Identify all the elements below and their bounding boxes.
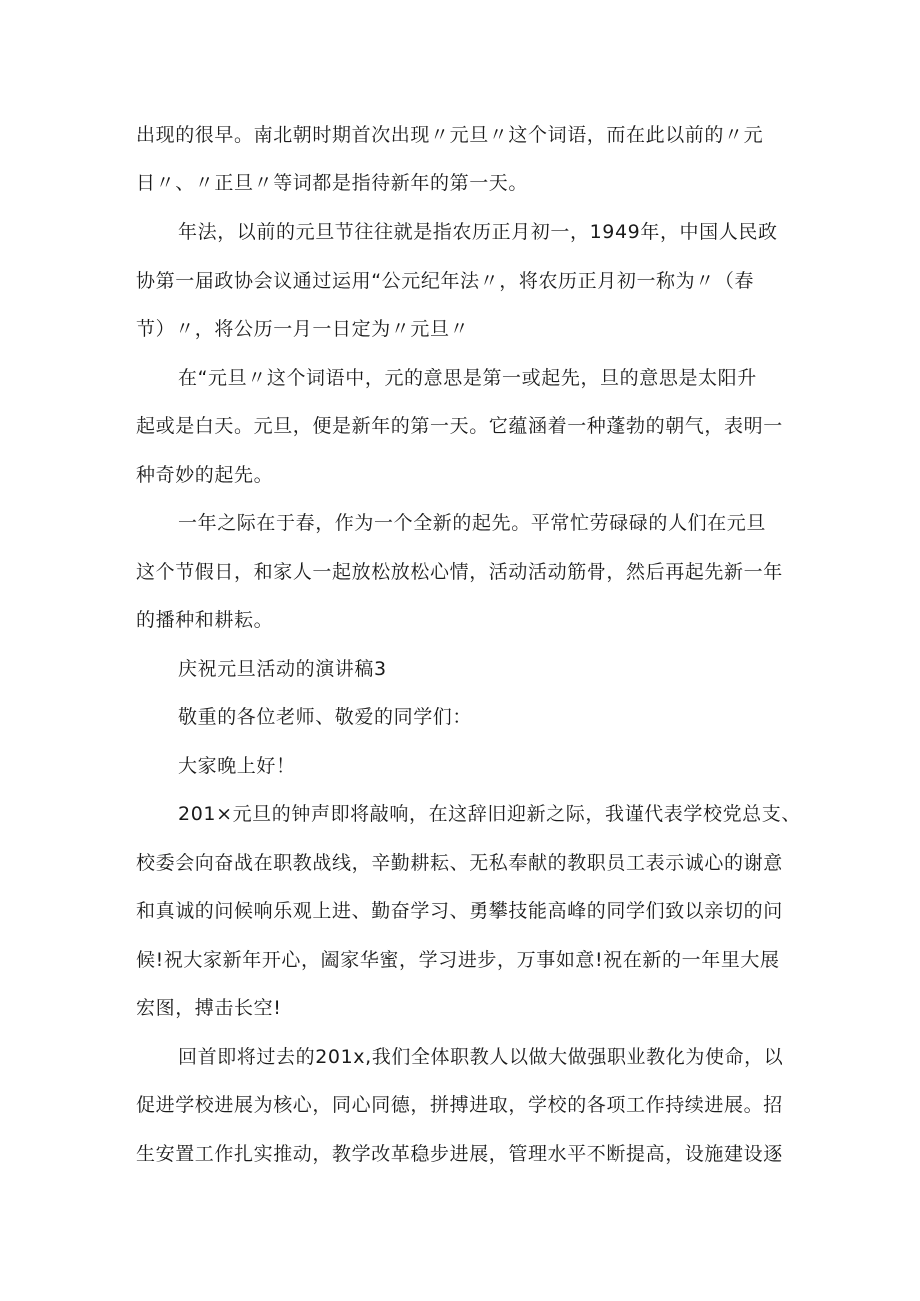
text-line: 种奇妙的起先。: [136, 464, 274, 486]
text-line: 校委会向奋战在职教战线，辛勤耕耘、无私奉献的教职员工表示诚心的谢意: [136, 852, 783, 874]
text-line: 201×元旦的钟声即将敲响，在这辞旧迎新之际，我谨代表学校党总支、: [178, 803, 801, 825]
text-line: 回首即将过去的201x,我们全体职教人以做大做强职业教化为使命，以: [178, 1046, 784, 1068]
text-line: 协第一届政协会议通过运用“公元纪年法〃，将农历正月初一称为〃（春: [136, 270, 755, 292]
text-line: 起或是白天。元旦，便是新年的第一天。它蕴涵着一种蓬勃的朝气，表明一: [136, 415, 783, 437]
text-line: 日〃、〃正旦〃等词都是指待新年的第一天。: [136, 172, 529, 194]
text-line: 一年之际在于春，作为一个全新的起先。平常忙劳碌碌的人们在元旦: [178, 512, 767, 534]
text-line: 的播种和耕耘。: [136, 609, 274, 631]
text-line: 促进学校进展为核心，同心同德，拼搏进取，学校的各项工作持续进展。招: [136, 1094, 783, 1116]
text-line: 宏图，搏击长空!: [136, 997, 282, 1019]
text-line: 在“元旦〃这个词语中，元的意思是第一或起先，旦的意思是太阳升: [178, 367, 757, 389]
text-line: 这个节假日，和家人一起放松放松心情，活动活动筋骨，然后再起先新一年: [136, 561, 783, 583]
text-line: 年法，以前的元旦节往往就是指农历正月初一，1949年，中国人民政: [178, 221, 778, 243]
text-line: 和真诚的问候响乐观上进、勤奋学习、勇攀技能高峰的同学们致以亲切的问: [136, 900, 783, 922]
text-line: 节）〃，将公历一月一日定为〃元旦〃: [136, 318, 470, 340]
text-line: 出现的很早。南北朝时期首次出现〃元旦〃这个词语，而在此以前的〃元: [136, 124, 764, 146]
greeting: 大家晚上好！: [178, 755, 296, 777]
text-line: 候!祝大家新年开心，阖家华蜜，学习进步，万事如意!祝在新的一年里大展: [136, 949, 780, 971]
salutation: 敬重的各位老师、敬爱的同学们：: [178, 706, 473, 728]
section-heading: 庆祝元旦活动的演讲稿3: [178, 658, 387, 680]
text-line: 生安置工作扎实推动，教学改革稳步进展，管理水平不断提高，设施建设逐: [136, 1143, 783, 1165]
